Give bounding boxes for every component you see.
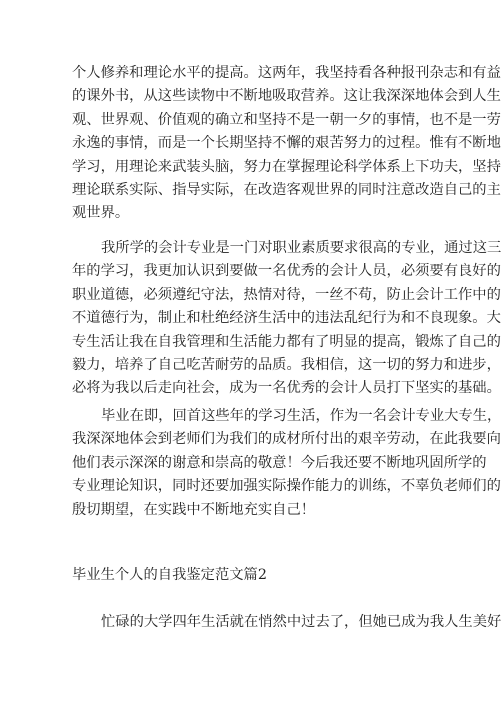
paragraph-line: 我所学的会计专业是一门对职业素质要求很高的专业，通过这三: [101, 240, 501, 256]
paragraph-line: 忙碌的大学四年生活就在悄然中过去了，但她已成为我人生美好: [101, 614, 501, 630]
paragraph-line: 个人修养和理论水平的提高。这两年，我坚持看各种报刊杂志和有益: [72, 65, 501, 81]
paragraph-line: 理论联系实际、指导实际，在改造客观世界的同时注意改造自己的主: [72, 181, 501, 198]
paragraph-line: 的课外书，从这些读物中不断地吸取营养。这让我深深地体会到人生: [72, 88, 501, 105]
paragraph-line: 不道德行为，制止和杜绝经济生活中的违法乱纪行为和不良现象。大: [72, 310, 501, 327]
paragraph-2: [72, 237, 501, 401]
paragraph-line: 他们表示深深的谢意和崇高的敬意！今后我还要不断地巩固所学的: [72, 454, 487, 471]
paragraph-line: 观世界。: [72, 205, 130, 222]
paragraph-3: [72, 405, 501, 522]
section-heading: 毕业生个人的自我鉴定范文篇2: [72, 567, 267, 583]
paragraph-line: 必将为我以后走向社会，成为一名优秀的会计人员打下坚实的基础。: [72, 380, 501, 397]
paragraph-line: 职业道德，必须遵纪守法，热情对待，一丝不苟，防止会计工作中的: [72, 286, 501, 303]
paragraph-4: [72, 611, 501, 634]
paragraph-line: 专业理论知识，同时还要加强实际操作能力的训练，不辜负老师们的: [72, 478, 501, 495]
paragraph-line: 专生活让我在自我管理和生活能力都有了明显的提高，锻炼了自己的: [72, 333, 501, 350]
paragraph-line: 永逸的事情，而是一个长期坚持不懈的艰苦努力的过程。惟有不断地: [72, 135, 501, 152]
paragraph-line: 我深深地体会到老师们为我们的成材所付出的艰辛劳动，在此我要向: [72, 431, 501, 448]
paragraph-line: 殷切期望，在实践中不断地充实自己！: [72, 501, 316, 518]
paragraph-line: 观、世界观、价值观的确立和坚持不是一朝一夕的事情，也不是一劳: [72, 111, 501, 128]
paragraph-line: 年的学习，我更加认识到要做一名优秀的会计人员，必须要有良好的: [72, 263, 501, 280]
paragraph-line: 毕业在即，回首这些年的学习生活，作为一名会计专业大专生，: [101, 408, 501, 424]
paragraph-line: 学习，用理论来武装头脑，努力在掌握理论科学体系上下功夫，坚持: [72, 158, 501, 175]
paragraph-1: [72, 62, 501, 226]
paragraph-line: 毅力，培养了自己吃苦耐劳的品质。我相信，这一切的努力和进步，: [72, 356, 501, 373]
